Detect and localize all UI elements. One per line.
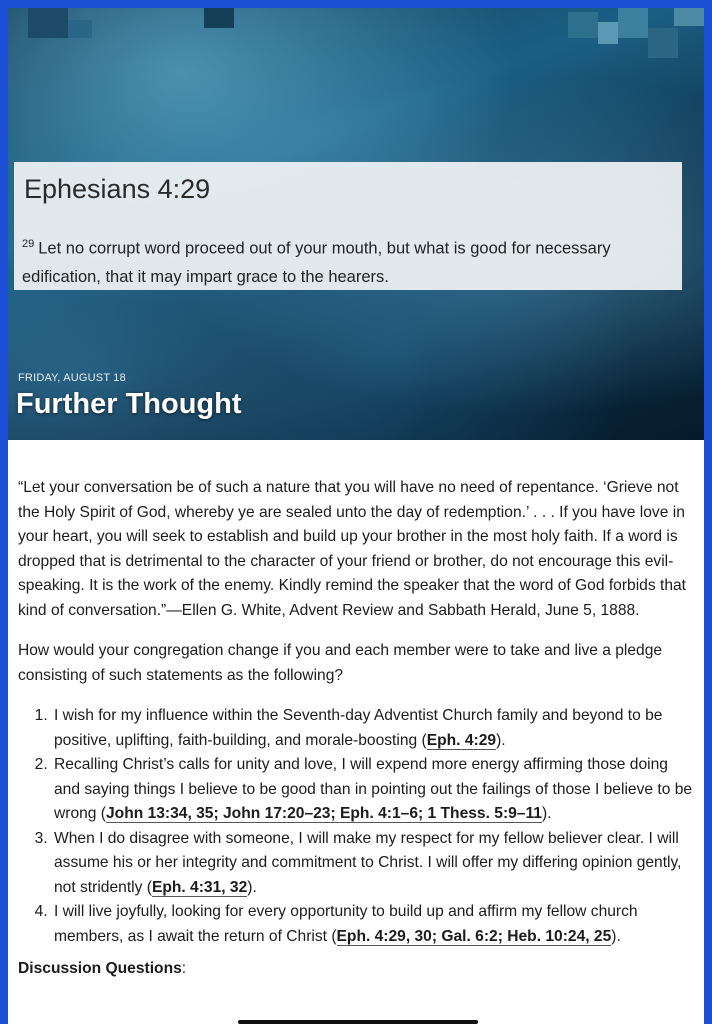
lesson-content xyxy=(18,476,694,982)
page-title: Further Thought xyxy=(16,388,242,420)
scripture-link[interactable]: John 13:34, 35; John 17:20–23; Eph. 4:1–6; 1 Thess. 5:9–11 xyxy=(106,805,542,822)
discussion-heading xyxy=(18,957,694,982)
discussion-colon: : xyxy=(181,960,187,977)
list-item-text: When I do disagree with someone, I will make my respect for my fellow believer clear. I will assume his or her integrity and commitment to Christ. I will offer my differing opinion gently, not stridently ( xyxy=(54,829,682,896)
verse-title: Ephesians 4:29 xyxy=(24,174,211,204)
list-item-text: Recalling Christ’s calls for unity and love, I will expend more energy affirming those doing and saying things I believe to be good than in pointing out the failings of those I believe to be wrong ( xyxy=(54,756,693,822)
verse-text xyxy=(22,230,672,291)
quote-paragraph: “Let your conversation be of such a nature that you will have no need of repentance. ‘Grieve not the Holy Spirit of God, whereby ye are sealed unto the day of redemption.’ . . . If you have love in your heart, you will seek to establish and build up your brother in the most holy faith. If a word is dropped that is detrimental to the character of your friend or brother, do not encourage this evil-speaking. It is the work of the enemy. Kindly remind the speaker that the word of God forbids that kind of conversation.”—Ellen G. White, Advent Review and Sabbath Herald, June 5, 1888. xyxy=(18,479,686,619)
pledge-list xyxy=(18,704,694,949)
list-item xyxy=(52,704,694,753)
app-frame xyxy=(8,8,704,1024)
list-item xyxy=(52,900,694,949)
home-indicator[interactable] xyxy=(238,1020,478,1024)
verse-card xyxy=(14,162,682,290)
question-paragraph: How would your congregation change if you and each member were to take and live a pledge consisting of such statements as the following? xyxy=(18,642,663,684)
list-item-end: ). xyxy=(496,731,506,749)
verse-body: Let no corrupt word proceed out of your mouth, but what is good for necessary edification, that it may impart grace to the hearers. xyxy=(22,239,611,286)
scripture-link[interactable]: Eph. 4:29 xyxy=(426,731,497,749)
verse-number: 29 xyxy=(22,238,35,250)
scripture-link[interactable]: Eph. 4:31, 32 xyxy=(151,878,248,896)
discussion-label: Discussion Questions xyxy=(18,960,182,977)
lesson-date: FRIDAY, AUGUST 18 xyxy=(18,372,126,384)
scripture-link[interactable]: Eph. 4:29, 30; Gal. 6:2; Heb. 10:24, 25 xyxy=(336,927,612,945)
list-item-end: ). xyxy=(611,927,621,945)
list-item xyxy=(52,827,694,901)
list-item-end: ). xyxy=(247,878,257,896)
list-item xyxy=(52,753,694,827)
list-item-text: I wish for my influence within the Seventh-day Adventist Church family and beyond to be positive, uplifting, faith-building, and morale-boosting ( xyxy=(54,707,663,749)
hero-image xyxy=(8,8,704,440)
list-item-text: I will live joyfully, looking for every opportunity to build up and affirm my fellow church members, as I await the return of Christ ( xyxy=(54,903,638,945)
list-item-end: ). xyxy=(541,805,552,822)
